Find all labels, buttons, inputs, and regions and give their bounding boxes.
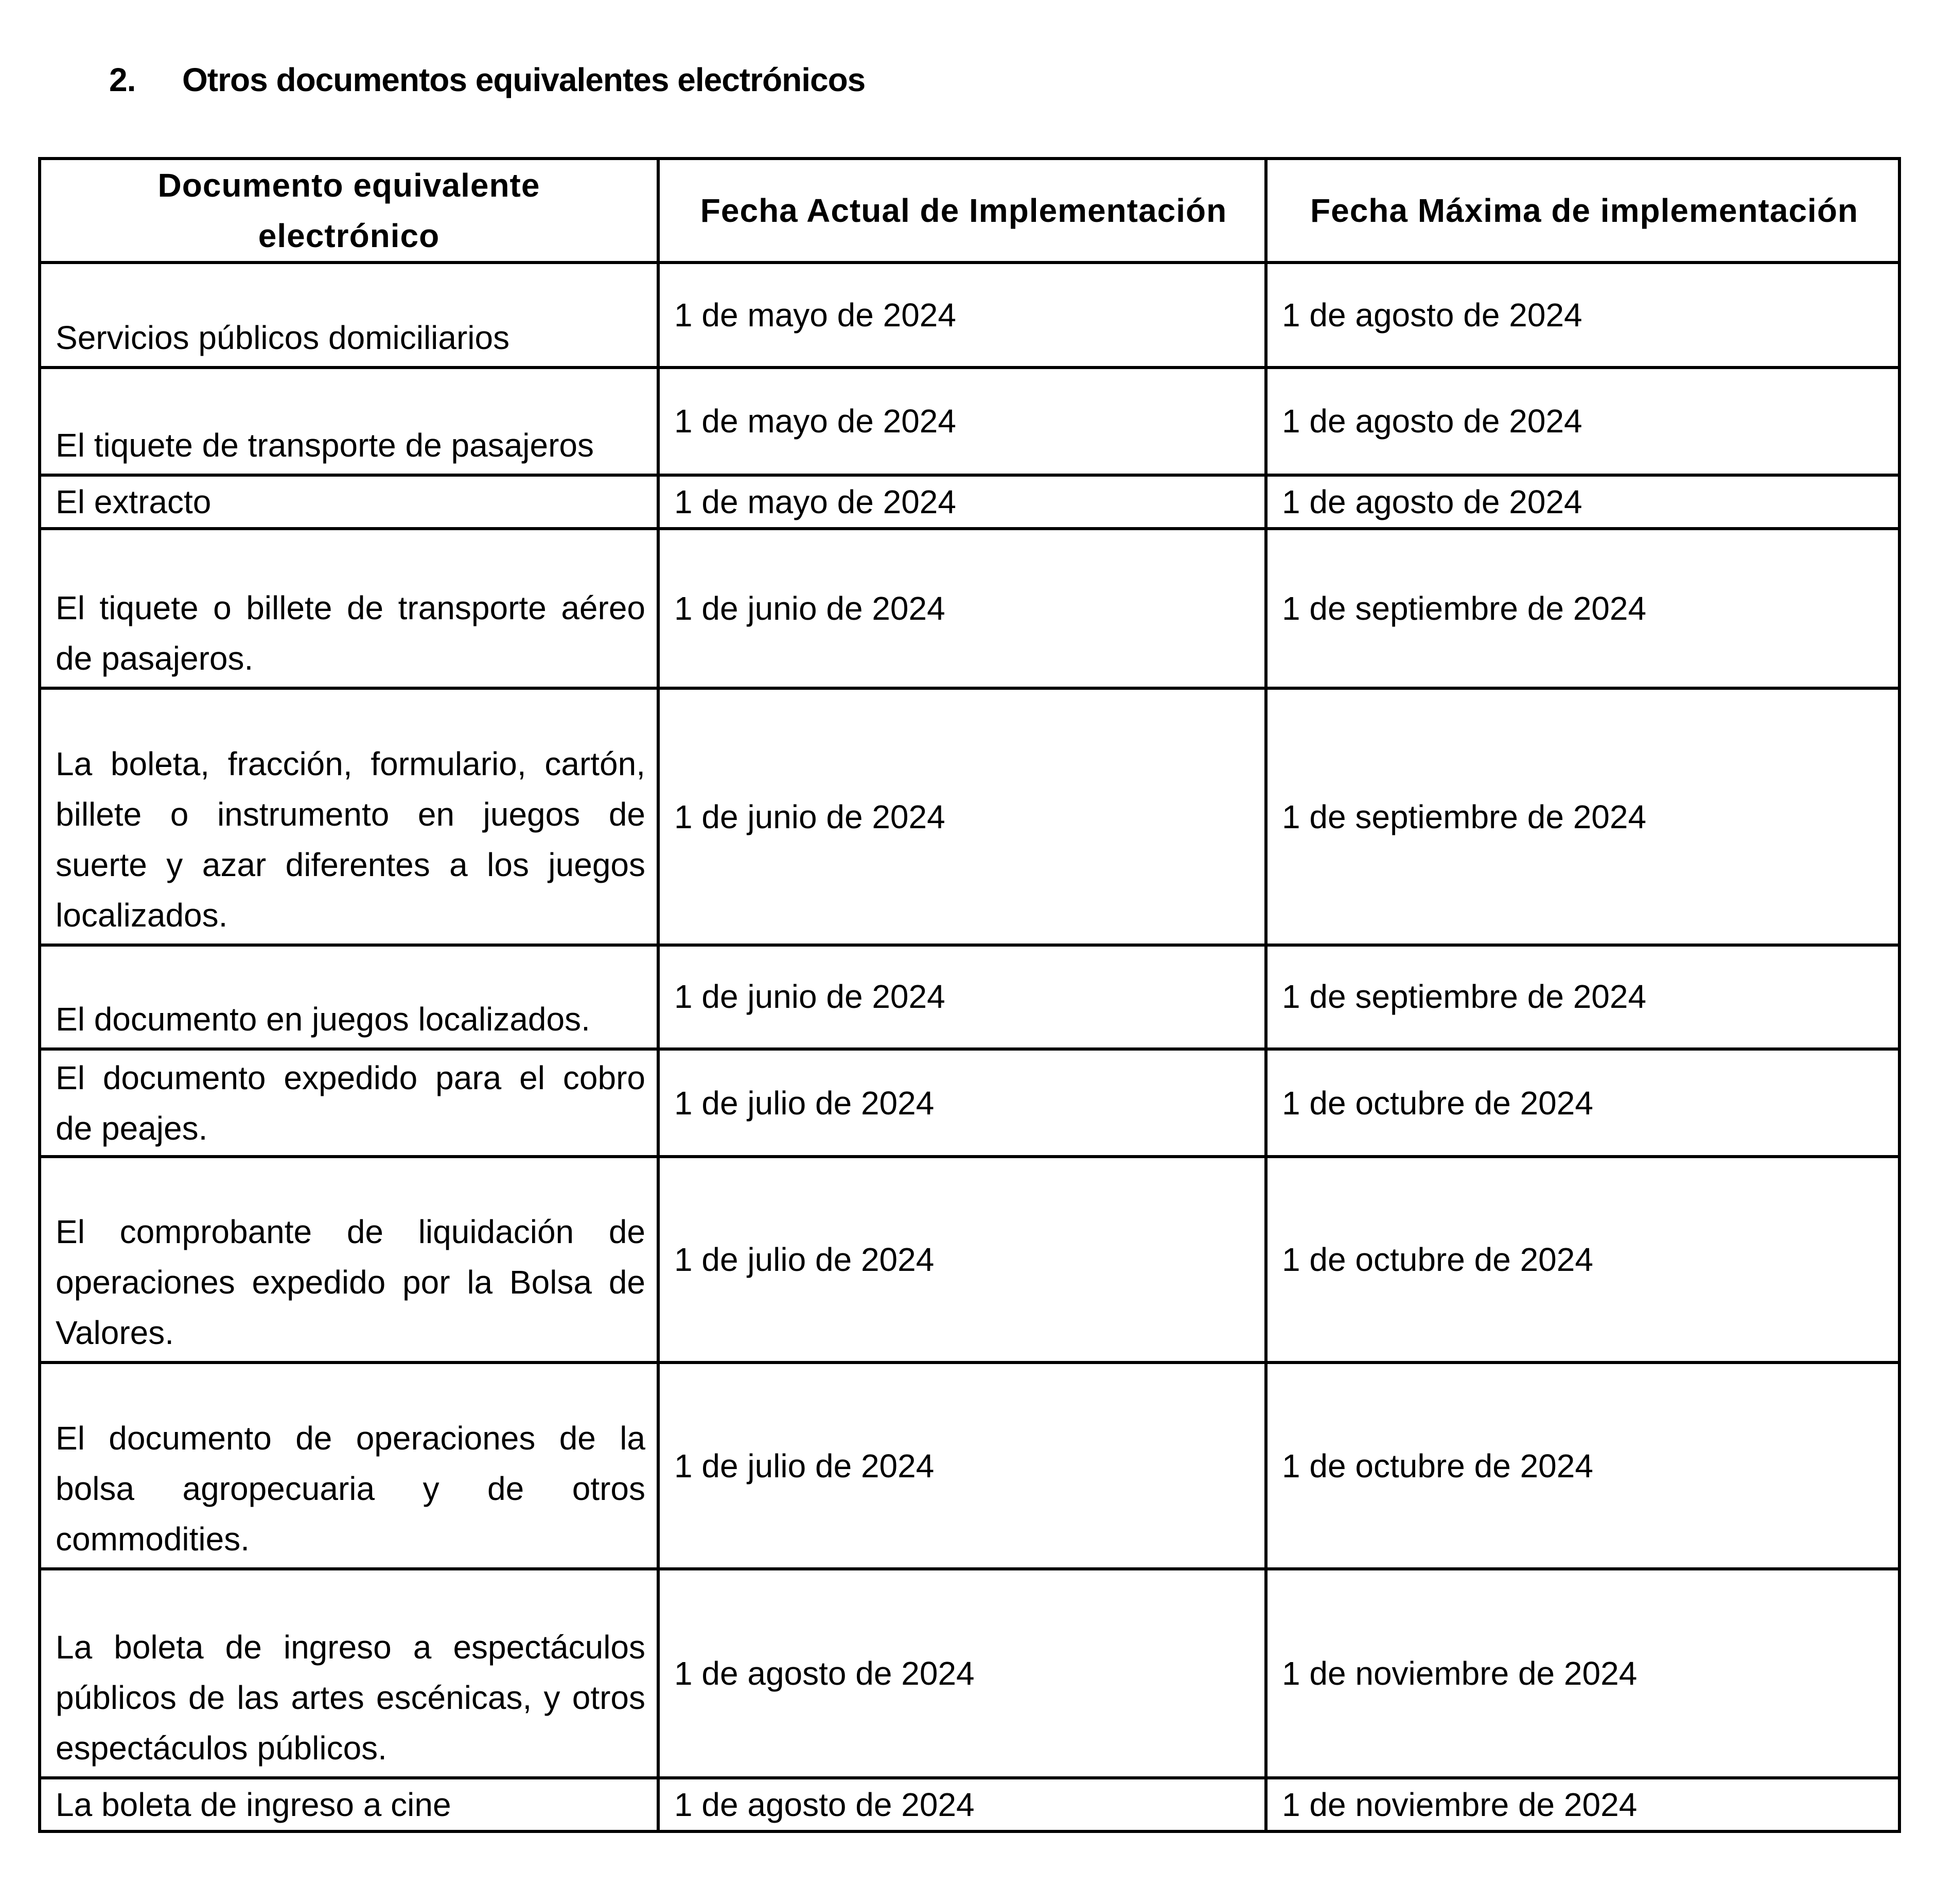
section-heading [109,61,865,99]
cell-documento: La boleta de ingreso a cine [40,1778,658,1831]
cell-documento: El comprobante de liquidación de operaciones expedido por la Bolsa de Valores. [40,1157,658,1363]
cell-documento: El extracto [40,475,658,529]
cell-documento: El tiquete o billete de transporte aéreo de pasajeros. [40,529,658,688]
table-row [40,1569,1899,1778]
cell-fecha-actual: 1 de julio de 2024 [658,1157,1266,1363]
cell-documento: La boleta de ingreso a espectáculos públicos de las artes escénicas, y otros espectáculos públicos. [40,1569,658,1778]
table-row [40,368,1899,475]
header-fecha-actual: Fecha Actual de Implementación [658,159,1266,263]
cell-fecha-actual: 1 de junio de 2024 [658,945,1266,1049]
cell-documento: El documento expedido para el cobro de peajes. [40,1049,658,1157]
cell-fecha-maxima: 1 de octubre de 2024 [1266,1049,1899,1157]
cell-fecha-maxima: 1 de septiembre de 2024 [1266,945,1899,1049]
table-row [40,1049,1899,1157]
cell-documento: El documento en juegos localizados. [40,945,658,1049]
cell-fecha-maxima: 1 de agosto de 2024 [1266,263,1899,368]
cell-fecha-actual: 1 de julio de 2024 [658,1049,1266,1157]
cell-fecha-actual: 1 de junio de 2024 [658,529,1266,688]
header-fecha-maxima: Fecha Máxima de implementación [1266,159,1899,263]
cell-fecha-maxima: 1 de septiembre de 2024 [1266,688,1899,945]
table-row [40,475,1899,529]
table-row [40,945,1899,1049]
cell-fecha-maxima: 1 de agosto de 2024 [1266,475,1899,529]
table-header-row [40,159,1899,263]
cell-fecha-maxima: 1 de octubre de 2024 [1266,1363,1899,1569]
section-number: 2. [109,61,136,98]
cell-fecha-actual: 1 de junio de 2024 [658,688,1266,945]
table-row [40,529,1899,688]
cell-documento: El documento de operaciones de la bolsa agropecuaria y de otros commodities. [40,1363,658,1569]
cell-fecha-actual: 1 de mayo de 2024 [658,368,1266,475]
cell-fecha-actual: 1 de mayo de 2024 [658,263,1266,368]
cell-fecha-actual: 1 de mayo de 2024 [658,475,1266,529]
table-row [40,1363,1899,1569]
cell-documento: Servicios públicos domiciliarios [40,263,658,368]
cell-fecha-maxima: 1 de octubre de 2024 [1266,1157,1899,1363]
implementation-dates-table [38,157,1901,1833]
cell-fecha-maxima: 1 de noviembre de 2024 [1266,1569,1899,1778]
cell-fecha-actual: 1 de agosto de 2024 [658,1778,1266,1831]
table-row [40,1778,1899,1831]
table-row [40,688,1899,945]
table-row [40,263,1899,368]
cell-documento: La boleta, fracción, formulario, cartón, billete o instrumento en juegos de suerte y azar diferentes a los juegos localizados. [40,688,658,945]
cell-fecha-actual: 1 de julio de 2024 [658,1363,1266,1569]
cell-fecha-actual: 1 de agosto de 2024 [658,1569,1266,1778]
section-title: Otros documentos equivalentes electrónicos [182,61,866,98]
header-documento: Documento equivalente electrónico [40,159,658,263]
cell-fecha-maxima: 1 de septiembre de 2024 [1266,529,1899,688]
cell-fecha-maxima: 1 de agosto de 2024 [1266,368,1899,475]
cell-documento: El tiquete de transporte de pasajeros [40,368,658,475]
cell-fecha-maxima: 1 de noviembre de 2024 [1266,1778,1899,1831]
table-row [40,1157,1899,1363]
